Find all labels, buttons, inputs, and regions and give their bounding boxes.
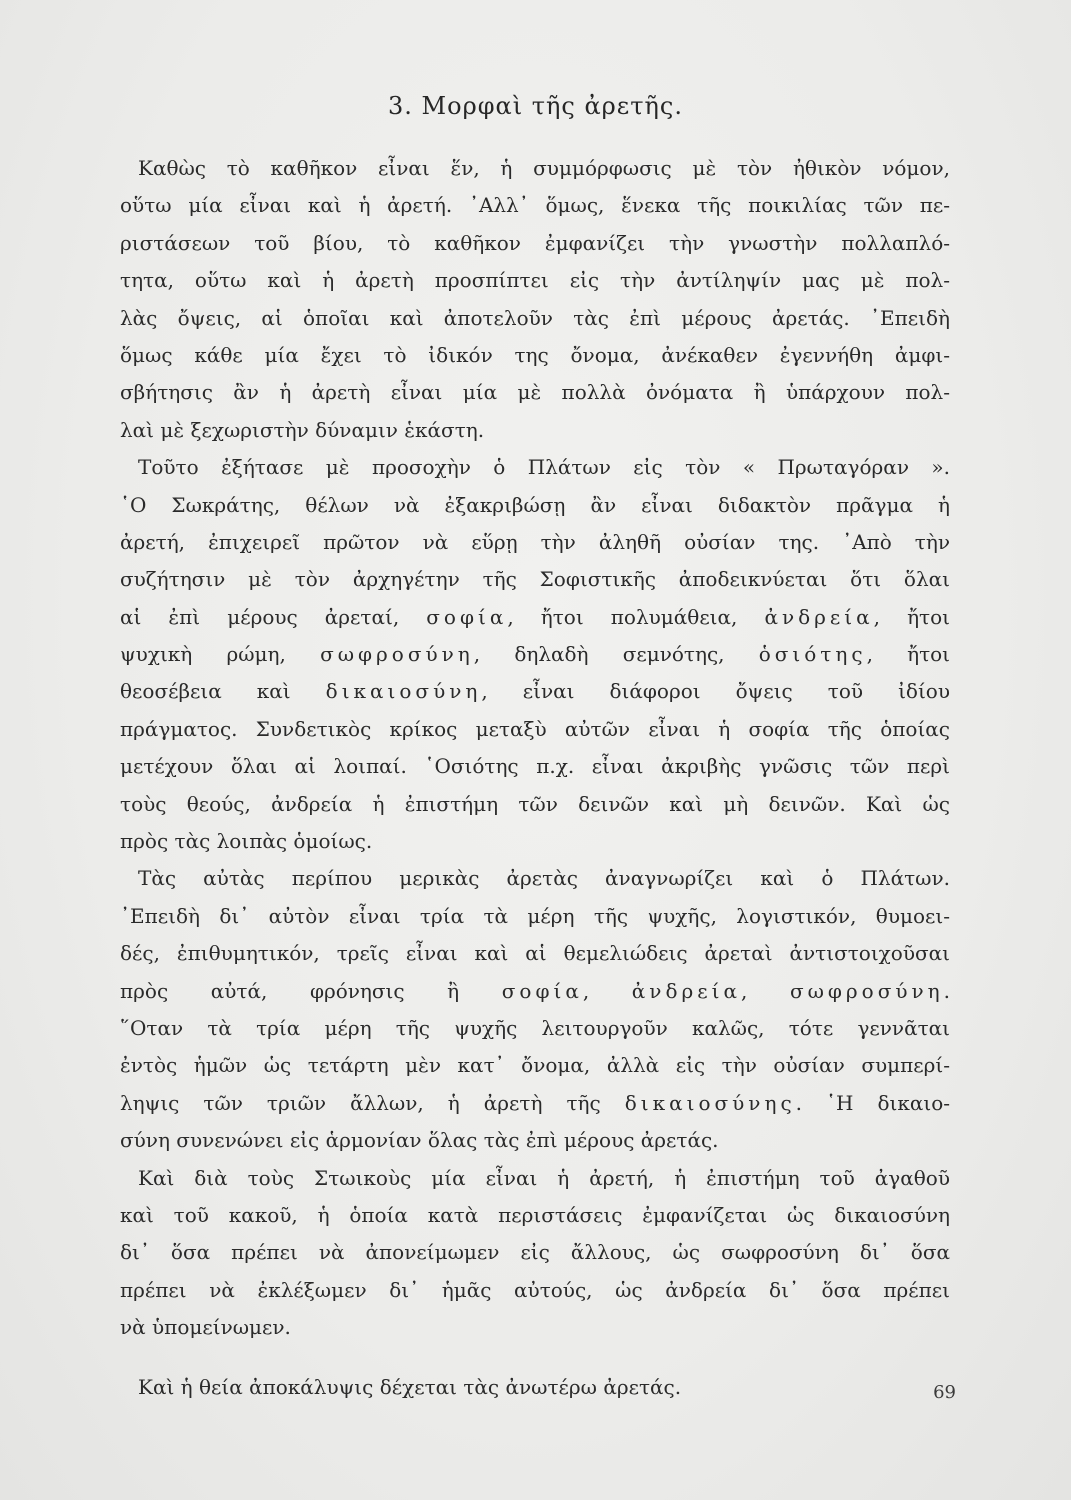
text-line (120, 636, 950, 673)
text-line: Τὰς αὐτὰς περίπου μερικὰς ἀρετὰς ἀναγνωρίζει καὶ ὁ Πλάτων. (138, 866, 950, 891)
text-line: σβήτησις ἂν ἡ ἀρετὴ εἶναι μία μὲ πολλὰ ὀνόματα ἢ ὑπάρχουν πολ- (120, 380, 950, 405)
text-line: μετέχουν ὅλαι αἱ λοιπαί. ῾Οσιότης π.χ. εἶναι ἀκριβὴς γνῶσις τῶν περὶ (120, 754, 950, 779)
text-line: καὶ τοῦ κακοῦ, ἡ ὁποία κατὰ περιστάσεις ἐμφανίζεται ὡς δικαιοσύνη (120, 1202, 950, 1227)
text-line: ῞Οταν τὰ τρία μέρη τῆς ψυχῆς λειτουργοῦν καλῶς, τότε γεννᾶται (120, 1015, 950, 1040)
text-line: ἀρετή, ἐπιχειρεῖ πρῶτον νὰ εὕρῃ τὴν ἀληθῆ οὐσίαν της. ᾿Απὸ τὴν (120, 529, 950, 554)
text-line: τητα, οὕτω καὶ ἡ ἀρετὴ προσπίπτει εἰς τὴν ἀντίληψίν μας μὲ πολ- (120, 268, 950, 293)
text-segment: θεοσέβεια καὶ (120, 679, 291, 704)
text-line: Καὶ ἡ θεία ἀποκάλυψις δέχεται τὰς ἀνωτέρω ἀρετάς. (138, 1374, 682, 1399)
text-segment: , (582, 978, 590, 1003)
text-line (120, 1085, 950, 1122)
text-line: τοὺς θεούς, ἀνδρεία ἡ ἐπιστήμη τῶν δεινῶν καὶ μὴ δεινῶν. Καὶ ὡς (120, 791, 950, 816)
text-line: ῾Ο Σωκράτης, θέλων νὰ ἐξακριβώσῃ ἂν εἶναι διδακτὸν πρᾶγμα ἡ (120, 492, 950, 517)
spaced-term: σοφία (426, 604, 508, 629)
spaced-term: σοφία (501, 978, 583, 1003)
text-line: ὅμως κάθε μία ἔχει τὸ ἰδικόν της ὄνομα, ἀνέκαθεν ἐγεννήθη ἀμφι- (120, 342, 950, 367)
spaced-term: δικαιοσύνη (325, 679, 482, 704)
spaced-term: σωφροσύνη (320, 642, 474, 667)
text-segment: πρὸς αὐτά, φρόνησις ἢ (120, 978, 460, 1003)
text-line: συζήτησιν μὲ τὸν ἀρχηγέτην τῆς Σοφιστικῆς ἀποδεικνύεται ὅτι ὅλαι (120, 567, 950, 592)
text-line: Καθὼς τὸ καθῆκον εἶναι ἕν, ἡ συμμόρφωσις μὲ τὸν ἠθικὸν νόμον, (138, 156, 950, 180)
text-line: δι᾿ ὅσα πρέπει νὰ ἀπονείμωμεν εἰς ἄλλους, ὡς σωφροσύνη δι᾿ ὅσα (120, 1240, 950, 1265)
spaced-term: ἀνδρεία (764, 604, 874, 629)
text-segment: αἱ ἐπὶ μέρους ἀρεταί, (120, 604, 400, 629)
text-segment: , ἤτοι (873, 604, 950, 629)
text-line: ᾿Επειδὴ δι᾿ αὐτὸν εἶναι τρία τὰ μέρη τῆς ψυχῆς, λογιστικόν, θυμοει- (120, 903, 950, 928)
text-line: λὰς ὄψεις, αἱ ὁποῖαι καὶ ἀποτελοῦν τὰς ἐπὶ μέρους ἀρετάς. ᾿Επειδὴ (120, 305, 950, 330)
spaced-term: σωφροσύνη (789, 978, 944, 1003)
text-segment: , ἤτοι πολυμάθεια, (507, 604, 738, 629)
text-line: δές, ἐπιθυμητικόν, τρεῖς εἶναι καὶ αἱ θεμελιώδεις ἀρεταὶ ἀντιστοιχοῦσαι (120, 941, 950, 966)
text-segment: , δηλαδὴ σεμνότης, (473, 642, 725, 667)
spaced-term: ὁσιότης (758, 642, 867, 667)
text-line: σύνη συνενώνει εἰς ἁρμονίαν ὅλας τὰς ἐπὶ μέρους ἀρετάς. (120, 1128, 719, 1153)
text-line (120, 973, 950, 1010)
text-segment: . (943, 978, 950, 1003)
text-segment: , (740, 978, 748, 1003)
text-line: Καὶ διὰ τοὺς Στωικοὺς μία εἶναι ἡ ἀρετή, ἡ ἐπιστήμη τοῦ ἀγαθοῦ (138, 1165, 950, 1190)
text-line: πρὸς τὰς λοιπὰς ὁμοίως. (120, 829, 373, 854)
spaced-term: ἀνδρεία (631, 978, 741, 1003)
text-line: νὰ ὑπομείνωμεν. (120, 1315, 291, 1340)
text-segment: , ἤτοι (866, 642, 950, 667)
text-line: Τοῦτο ἐξήτασε μὲ προσοχὴν ὁ Πλάτων εἰς τὸν « Πρωταγόραν ». (138, 455, 950, 480)
text-line: οὕτω μία εἶναι καὶ ἡ ἀρετή. ᾿Αλλ᾿ ὅμως, ἕνεκα τῆς ποικιλίας τῶν πε- (120, 193, 950, 218)
text-line: λαὶ μὲ ξεχωριστὴν δύναμιν ἑκάστη. (120, 417, 485, 442)
text-line: πρέπει νὰ ἐκλέξωμεν δι᾿ ἡμᾶς αὐτούς, ὡς ἀνδρεία δι᾿ ὅσα πρέπει (120, 1277, 950, 1302)
text-line (120, 599, 950, 636)
text-segment: ψυχικὴ ρώμη, (120, 642, 286, 667)
text-line: ριστάσεων τοῦ βίου, τὸ καθῆκον ἐμφανίζει τὴν γνωστὴν πολλαπλό- (120, 230, 950, 255)
section-heading: 3. Μορφαὶ τῆς ἀρετῆς. (388, 92, 683, 120)
text-line (120, 673, 950, 710)
page-body (120, 150, 950, 1406)
page-number: 69 (933, 1382, 956, 1403)
text-line: ἐντὸς ἡμῶν ὡς τετάρτη μὲν κατ᾿ ὄνομα, ἀλλὰ εἰς τὴν οὐσίαν συμπερί- (120, 1053, 950, 1078)
text-segment: . ῾Η δικαιο- (795, 1090, 950, 1115)
spaced-term: δικαιοσύνης (624, 1090, 796, 1115)
text-segment: ληψις τῶν τριῶν ἄλλων, ἡ ἀρετὴ τῆς (120, 1090, 601, 1115)
text-line: πράγματος. Συνδετικὸς κρίκος μεταξὺ αὐτῶν εἶναι ἡ σοφία τῆς ὁποίας (120, 716, 950, 741)
text-segment: , εἶναι διάφοροι ὄψεις τοῦ ἰδίου (481, 679, 950, 704)
